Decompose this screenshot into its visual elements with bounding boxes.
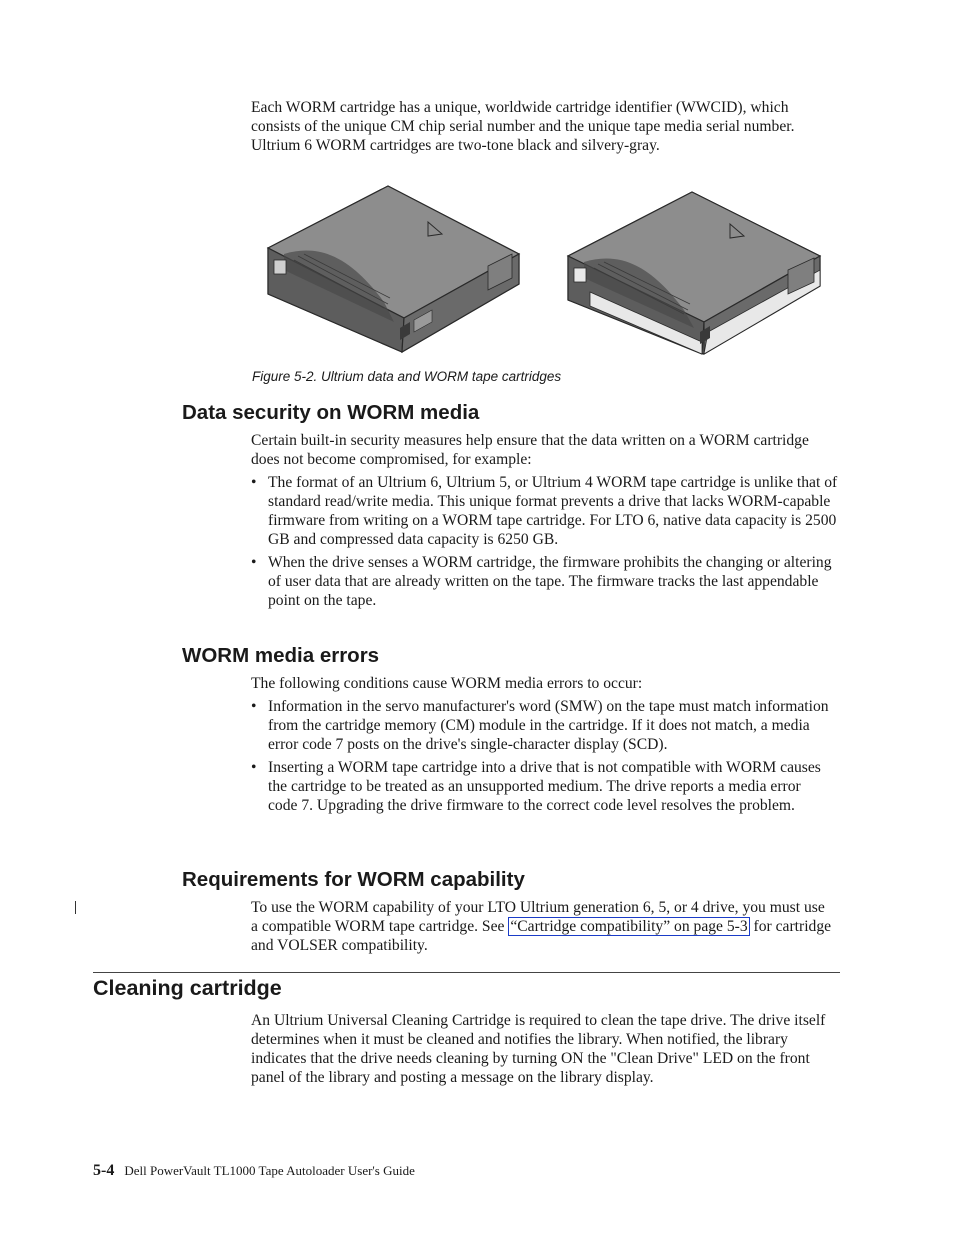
data-security-intro: Certain built-in security measures help ensure that the data written on a WORM cartridge does not become compromised, for example: [251,432,809,468]
list-item-text: The format of an Ultrium 6, Ultrium 5, or Ultrium 4 WORM tape cartridge is unlike that of standard read/write media. This unique format prevents a drive that lacks WORM-capable firmware from writing on a WORM tape cartridge. For LTO 6, native data capacity is 2500 GB and compressed data capacity is 6250 GB. [268,474,838,548]
cartridge-figure [264,182,824,358]
worm-cartridge-image [568,192,820,354]
revision-change-bar [75,901,76,914]
bullet-glyph: • [251,698,257,715]
requirements-paragraph [251,898,833,955]
list-item [251,473,841,549]
cleaning-paragraph: An Ultrium Universal Cleaning Cartridge is required to clean the tape drive. The drive itself determines when it must be cleaned and notifies the library. When notified, the library indicates that the drive needs cleaning by turning ON the "Clean Drive" LED on the front panel of the library and posting a message on the library display. [251,1012,826,1086]
list-item [251,553,841,610]
list-item [251,758,831,815]
list-item-text: When the drive senses a WORM cartridge, the firmware prohibits the changing or altering of user data that are already written on the tape. The firmware tracks the last appendable point on the tape. [268,554,832,609]
requirements-text-after: for cartridge and VOLSER compatibility. [251,918,832,954]
footer-title: Dell PowerVault TL1000 Tape Autoloader User's Guide [124,1163,415,1178]
page-number: 5-4 [93,1162,115,1179]
section-heading-requirements: Requirements for WORM capability [182,868,525,891]
bullet-glyph: • [251,554,257,571]
requirements-text-before: To use the WORM capability of your LTO Ultrium generation 6, 5, or 4 drive, you must use a compatible WORM tape cartridge. See [251,899,825,935]
intro-paragraph: Each WORM cartridge has a unique, worldwide cartridge identifier (WWCID), which consists of the unique CM chip serial number and the unique tape media serial number. Ultrium 6 WORM cartridges are two-tone black and silvery-gray. [251,99,795,154]
data-cartridge-image [268,186,519,352]
section-divider [93,972,840,973]
section-heading-data-security: Data security on WORM media [182,401,480,424]
worm-errors-intro: The following conditions cause WORM media errors to occur: [251,675,643,692]
cartridge-compatibility-link[interactable]: “Cartridge compatibility” on page 5-3 [510,918,748,935]
worm-errors-list [251,697,831,819]
section-heading-cleaning: Cleaning cartridge [93,976,282,1000]
page-footer [93,1162,415,1180]
cartridge-illustration [264,182,824,358]
figure-caption: Figure 5-2. Ultrium data and WORM tape cartridges [252,369,562,384]
section-heading-worm-errors: WORM media errors [182,644,380,667]
list-item [251,697,831,754]
bullet-glyph: • [251,759,257,776]
data-security-list [251,473,841,614]
list-item-text: Information in the servo manufacturer's word (SMW) on the tape must match information from the cartridge memory (CM) module in the cartridge. If it does not match, a media error code 7 posts on the drive's single-character display (SCD). [268,698,829,753]
bullet-glyph: • [251,474,257,491]
list-item-text: Inserting a WORM tape cartridge into a drive that is not compatible with WORM causes the cartridge to be treated as an unsupported medium. The drive reports a media error code 7. Upgrading the drive firmware to the correct code level resolves the problem. [268,759,821,814]
